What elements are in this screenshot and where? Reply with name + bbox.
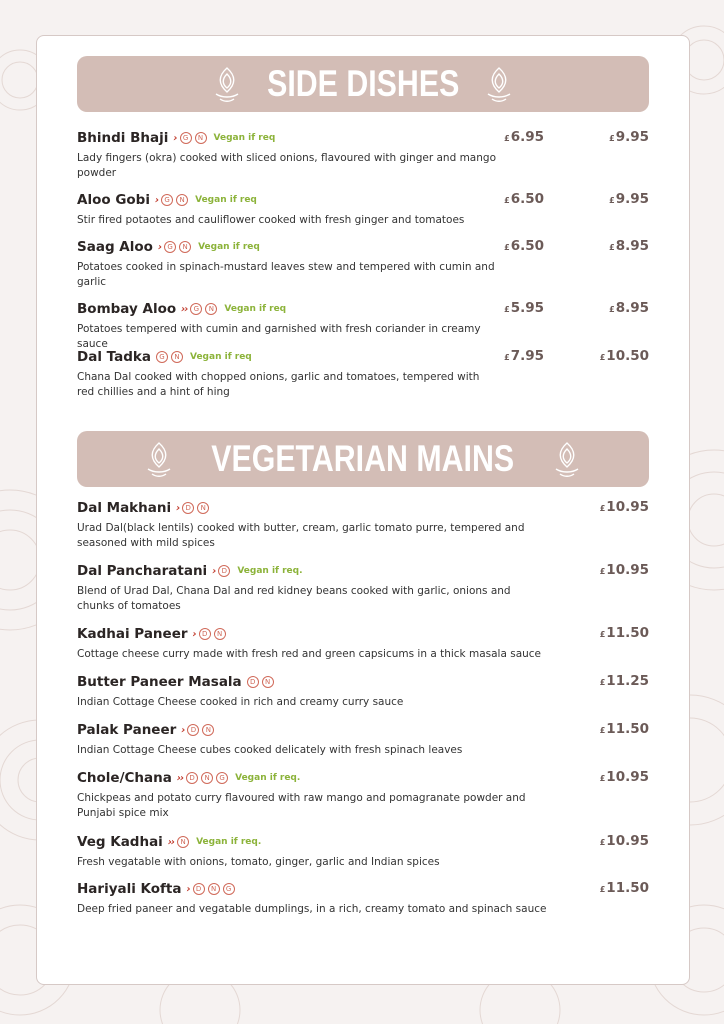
item-description: Stir fired potaotes and cauliflower cooked with fresh ginger and tomatoes <box>77 214 465 226</box>
vegan-note: Vegan if req <box>224 304 287 314</box>
menu-item <box>77 625 649 662</box>
price-regular <box>600 562 649 578</box>
chili-icon: › <box>192 628 196 640</box>
price-value: 6.50 <box>510 191 544 207</box>
currency-symbol: £ <box>609 134 615 143</box>
item-name-row <box>77 499 649 517</box>
item-name: Saag Aloo <box>77 239 153 255</box>
chili-icon: › <box>154 194 159 206</box>
item-name-row <box>77 348 649 366</box>
item-name: Aloo Gobi <box>77 192 150 208</box>
ornament-icon <box>142 439 176 479</box>
price-regular <box>600 499 649 515</box>
item-name: Dal Makhani <box>77 500 172 516</box>
price-value: 9.95 <box>615 191 649 207</box>
item-name: Dal Pancharatani <box>77 563 208 579</box>
price-value: 11.50 <box>606 721 649 737</box>
menu-item <box>77 833 649 870</box>
item-name-row <box>77 833 649 851</box>
price-regular <box>504 238 544 254</box>
price-value: 6.95 <box>510 129 544 145</box>
item-description: Potatoes cooked in spinach-mustard leaves stew and tempered with cumin and garlic <box>77 261 495 288</box>
item-name-row <box>77 625 649 643</box>
allergen-badge-icon: G <box>156 351 168 363</box>
price-value: 11.25 <box>606 673 649 689</box>
allergen-badge-icon: G <box>161 194 173 206</box>
allergen-badge-icon: G <box>190 303 202 315</box>
item-name-row <box>77 880 649 898</box>
allergen-badge-icon: G <box>223 883 235 895</box>
price-value: 10.95 <box>606 562 649 578</box>
price-regular <box>600 673 649 689</box>
item-description: Urad Dal(black lentils) cooked with butter, cream, garlic tomato purre, tempered and seasoned with mild spices <box>77 522 525 549</box>
currency-symbol: £ <box>599 353 606 362</box>
allergen-badge-icon: N <box>201 772 213 784</box>
item-name-row <box>77 300 649 318</box>
price-value: 10.50 <box>606 348 649 364</box>
price-value: 7.95 <box>510 348 544 364</box>
price-regular <box>600 721 649 737</box>
vegan-note: Vegan if req <box>198 242 260 252</box>
currency-symbol: £ <box>504 353 510 362</box>
price-value: 10.95 <box>606 833 649 849</box>
allergen-badge-icon: D <box>247 676 259 688</box>
allergen-badge-icon: N <box>262 676 274 688</box>
allergen-badge-icon: D <box>187 724 199 736</box>
price-value: 8.95 <box>615 300 649 316</box>
item-name-row <box>77 562 649 580</box>
item-description: Potatoes tempered with cumin and garnished with fresh coriander in creamy sauce <box>77 323 481 350</box>
section-title: SIDE DISHES <box>266 63 460 104</box>
vegan-note: Vegan if req <box>195 195 257 205</box>
item-description: Indian Cottage Cheese cubes cooked delicately with fresh spinach leaves <box>77 744 463 756</box>
chili-icon: › <box>212 565 216 577</box>
chili-icon: ›› <box>167 836 175 848</box>
menu-item <box>77 721 649 758</box>
item-description: Chickpeas and potato curry flavoured with raw mango and pomagranate powder and Punjabi spice mix <box>77 792 526 819</box>
item-description: Indian Cottage Cheese cooked in rich and creamy curry sauce <box>77 696 404 708</box>
item-name: Kadhai Paneer <box>77 626 188 642</box>
allergen-badge-icon: D <box>218 565 230 577</box>
menu-card <box>36 35 690 985</box>
vegan-note: Vegan if req <box>189 352 252 362</box>
price-regular <box>504 300 544 316</box>
item-name-row <box>77 129 649 147</box>
price-regular <box>504 348 544 364</box>
currency-symbol: £ <box>599 726 606 735</box>
currency-symbol: £ <box>599 774 606 783</box>
ornament-icon <box>482 64 516 104</box>
item-name: Dal Tadka <box>77 349 151 365</box>
menu-item <box>77 300 649 352</box>
item-name: Butter Paneer Masala <box>77 674 242 690</box>
price-value: 11.50 <box>606 625 649 641</box>
chili-icon: › <box>173 132 177 144</box>
item-name-row <box>77 191 649 209</box>
currency-symbol: £ <box>599 678 606 687</box>
menu-item <box>77 673 649 710</box>
currency-symbol: £ <box>504 305 510 314</box>
item-name: Bombay Aloo <box>77 301 177 317</box>
price-regular <box>600 625 649 641</box>
menu-item <box>77 238 649 290</box>
vegan-note: Vegan if req <box>213 133 276 143</box>
currency-symbol: £ <box>609 305 615 314</box>
currency-symbol: £ <box>504 243 510 252</box>
price-large <box>600 348 649 364</box>
currency-symbol: £ <box>599 567 606 576</box>
price-regular <box>504 191 544 207</box>
section-banner-side-dishes <box>77 56 649 112</box>
price-large <box>609 300 649 316</box>
ornament-icon <box>550 439 584 479</box>
price-large <box>609 129 649 145</box>
currency-symbol: £ <box>599 885 606 894</box>
item-name: Palak Paneer <box>77 722 177 738</box>
menu-item <box>77 191 649 228</box>
item-name-row <box>77 721 649 739</box>
item-name: Hariyali Kofta <box>77 881 182 897</box>
allergen-badge-icon: N <box>208 883 220 895</box>
chili-icon: › <box>181 724 185 736</box>
price-value: 9.95 <box>615 129 649 145</box>
item-description: Blend of Urad Dal, Chana Dal and red kidney beans cooked with garlic, onions and chunks of tomatoes <box>77 585 511 612</box>
item-name-row <box>77 238 649 256</box>
allergen-badge-icon: N <box>176 194 188 206</box>
price-large <box>609 238 649 254</box>
allergen-badge-icon: N <box>179 241 191 253</box>
allergen-badge-icon: N <box>202 724 214 736</box>
allergen-badge-icon: N <box>195 132 207 144</box>
chili-icon: › <box>186 883 190 895</box>
currency-symbol: £ <box>609 243 615 252</box>
menu-item <box>77 562 649 614</box>
price-value: 5.95 <box>510 300 544 316</box>
chili-icon: ›› <box>181 303 188 315</box>
item-description: Lady fingers (okra) cooked with sliced onions, flavoured with ginger and mango powder <box>77 152 496 179</box>
currency-symbol: £ <box>504 134 510 143</box>
menu-item <box>77 880 649 917</box>
price-value: 10.95 <box>606 769 649 785</box>
allergen-badge-icon: D <box>182 502 194 514</box>
menu-item <box>77 499 649 551</box>
price-large <box>609 191 649 207</box>
currency-symbol: £ <box>599 630 606 639</box>
allergen-badge-icon: N <box>214 628 226 640</box>
allergen-badge-icon: D <box>193 883 205 895</box>
chili-icon: › <box>176 502 180 514</box>
price-regular <box>600 880 649 896</box>
menu-item <box>77 769 649 821</box>
price-regular <box>600 769 649 785</box>
item-description: Deep fried paneer and vegatable dumplings, in a rich, creamy tomato and spinach sauce <box>77 903 547 915</box>
section-banner-vegetarian-mains <box>77 431 649 487</box>
price-regular <box>504 129 544 145</box>
allergen-badge-icon: D <box>199 628 211 640</box>
currency-symbol: £ <box>599 504 606 513</box>
item-name: Chole/Chana <box>77 770 172 786</box>
vegan-note: Vegan if req. <box>235 773 301 783</box>
menu-item <box>77 129 649 181</box>
item-name: Bhindi Bhaji <box>77 130 169 146</box>
price-regular <box>600 833 649 849</box>
allergen-badge-icon: D <box>186 772 198 784</box>
vegan-note: Vegan if req. <box>196 837 262 847</box>
allergen-badge-icon: G <box>216 772 228 784</box>
allergen-badge-icon: N <box>171 351 183 363</box>
allergen-badge-icon: N <box>197 502 209 514</box>
item-description: Fresh vegatable with onions, tomato, ginger, garlic and Indian spices <box>77 856 440 868</box>
item-name-row <box>77 673 649 691</box>
ornament-icon <box>210 64 244 104</box>
item-name: Veg Kadhai <box>77 834 163 850</box>
allergen-badge-icon: G <box>164 241 176 253</box>
chili-icon: ›› <box>176 772 184 784</box>
item-description: Chana Dal cooked with chopped onions, garlic and tomatoes, tempered with red chillies and a hint of hing <box>77 371 480 398</box>
price-value: 8.95 <box>615 238 649 254</box>
price-value: 10.95 <box>606 499 649 515</box>
vegan-note: Vegan if req. <box>237 566 303 576</box>
currency-symbol: £ <box>599 838 606 847</box>
section-title: VEGETARIAN MAINS <box>211 438 515 479</box>
chili-icon: › <box>157 241 162 253</box>
currency-symbol: £ <box>609 196 615 205</box>
price-value: 11.50 <box>606 880 649 896</box>
menu-item <box>77 348 649 400</box>
allergen-badge-icon: N <box>205 303 217 315</box>
allergen-badge-icon: G <box>180 132 192 144</box>
item-description: Cottage cheese curry made with fresh red and green capsicums in a thick masala sauce <box>77 648 542 660</box>
item-name-row <box>77 769 649 787</box>
allergen-badge-icon: N <box>177 836 189 848</box>
price-value: 6.50 <box>510 238 544 254</box>
currency-symbol: £ <box>504 196 510 205</box>
